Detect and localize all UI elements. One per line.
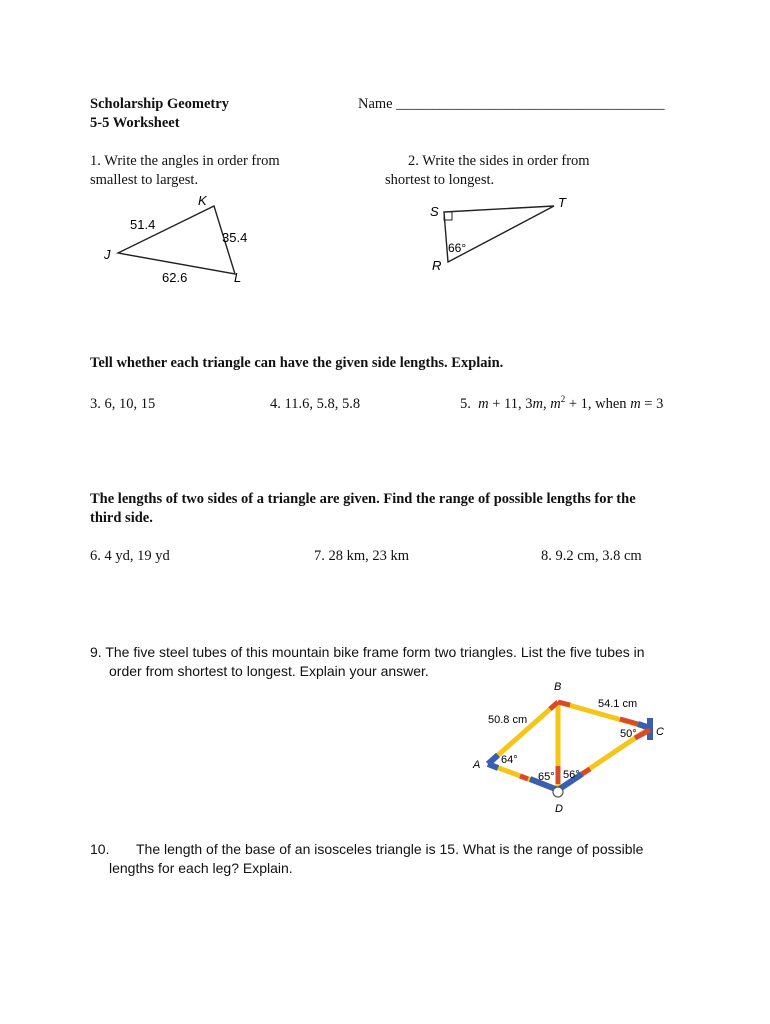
- vertex-label-j: J: [104, 247, 111, 262]
- angle-label-d1: 65°: [538, 771, 555, 783]
- tube-length-ab: 50.8 cm: [488, 714, 528, 726]
- q7-text: 7. 28 km, 23 km: [314, 548, 410, 564]
- q5-number: 5.: [460, 396, 471, 412]
- section2-heading-line1: The lengths of two sides of a triangle are given. Find the range of possible lengths for the: [90, 491, 636, 507]
- tube-accent: [558, 702, 570, 705]
- tube-length-bc: 54.1 cm: [598, 698, 638, 710]
- vertex-label-b: B: [554, 681, 562, 693]
- vertex-label-t: T: [558, 195, 566, 210]
- side-label-jk: 51.4: [130, 217, 156, 232]
- q5-var: m: [550, 396, 561, 412]
- q6-text: 6. 4 yd, 19 yd: [90, 548, 170, 564]
- q5-term: ,: [542, 396, 551, 412]
- q1-line2: smallest to largest.: [90, 172, 199, 188]
- q5-var: m: [532, 396, 543, 412]
- vertex-label-s: S: [430, 204, 439, 219]
- q8-text: 8. 9.2 cm, 3.8 cm: [541, 548, 642, 564]
- bottom-bracket: [553, 787, 563, 797]
- angle-label-c: 50°: [620, 728, 637, 740]
- tube-accent: [582, 769, 590, 774]
- vertex-label-d: D: [555, 803, 563, 815]
- q2-line2: shortest to longest.: [385, 172, 495, 188]
- name-line: _____________________________________: [396, 96, 665, 112]
- q5-text: [460, 395, 663, 414]
- q5-var: m: [478, 396, 489, 412]
- q9-line2: order from shortest to longest. Explain your answer.: [109, 663, 429, 679]
- vertex-label-r: R: [432, 258, 442, 273]
- side-label-jl: 62.6: [162, 270, 188, 284]
- q1-line1: 1. Write the angles in order from: [90, 153, 280, 169]
- tube-accent: [488, 764, 498, 768]
- vertex-label-a: A: [473, 759, 481, 771]
- angle-label-r: 66°: [448, 241, 467, 255]
- q10-line2: lengths for each leg? Explain.: [109, 860, 293, 876]
- angle-label-a: 64°: [501, 754, 518, 766]
- section1-heading: Tell whether each triangle can have the given side lengths. Explain.: [90, 355, 504, 371]
- angle-label-d2: 56°: [563, 769, 580, 781]
- name-field[interactable]: [358, 95, 665, 114]
- vertex-label-k: K: [198, 193, 207, 208]
- q3-text: 3. 6, 10, 15: [90, 396, 156, 412]
- side-label-kl: 35.4: [222, 230, 248, 245]
- q5-var: m: [630, 396, 641, 412]
- course-title: Scholarship Geometry: [90, 96, 229, 112]
- name-label: Name: [358, 96, 393, 112]
- tube-accent: [520, 776, 528, 779]
- vertex-label-l: L: [234, 270, 242, 284]
- q2-line1: 2. Write the sides in order from: [408, 153, 590, 169]
- tube-accent: [620, 719, 638, 724]
- q5-term: = 3: [640, 396, 664, 412]
- worksheet-title: 5-5 Worksheet: [90, 115, 180, 131]
- bike-frame-figure: [470, 678, 680, 818]
- q5-term: + 1, when: [565, 396, 631, 412]
- vertex-label-c: C: [656, 726, 664, 738]
- q1-triangle-figure: [100, 192, 280, 284]
- q9-line1: 9. The five steel tubes of this mountain bike frame form two triangles. List the five tubes in: [90, 644, 645, 660]
- q10-number: 10.: [90, 841, 110, 857]
- q5-term: + 11, 3: [488, 396, 533, 412]
- q10-line1: The length of the base of an isosceles triangle is 15. What is the range of possible: [136, 841, 644, 857]
- q5-exponent: 2: [560, 394, 566, 405]
- q4-text: 4. 11.6, 5.8, 5.8: [270, 396, 361, 412]
- section2-heading-line2: third side.: [90, 510, 153, 526]
- q2-triangle-figure: [420, 192, 580, 282]
- tube-ab: [488, 702, 558, 764]
